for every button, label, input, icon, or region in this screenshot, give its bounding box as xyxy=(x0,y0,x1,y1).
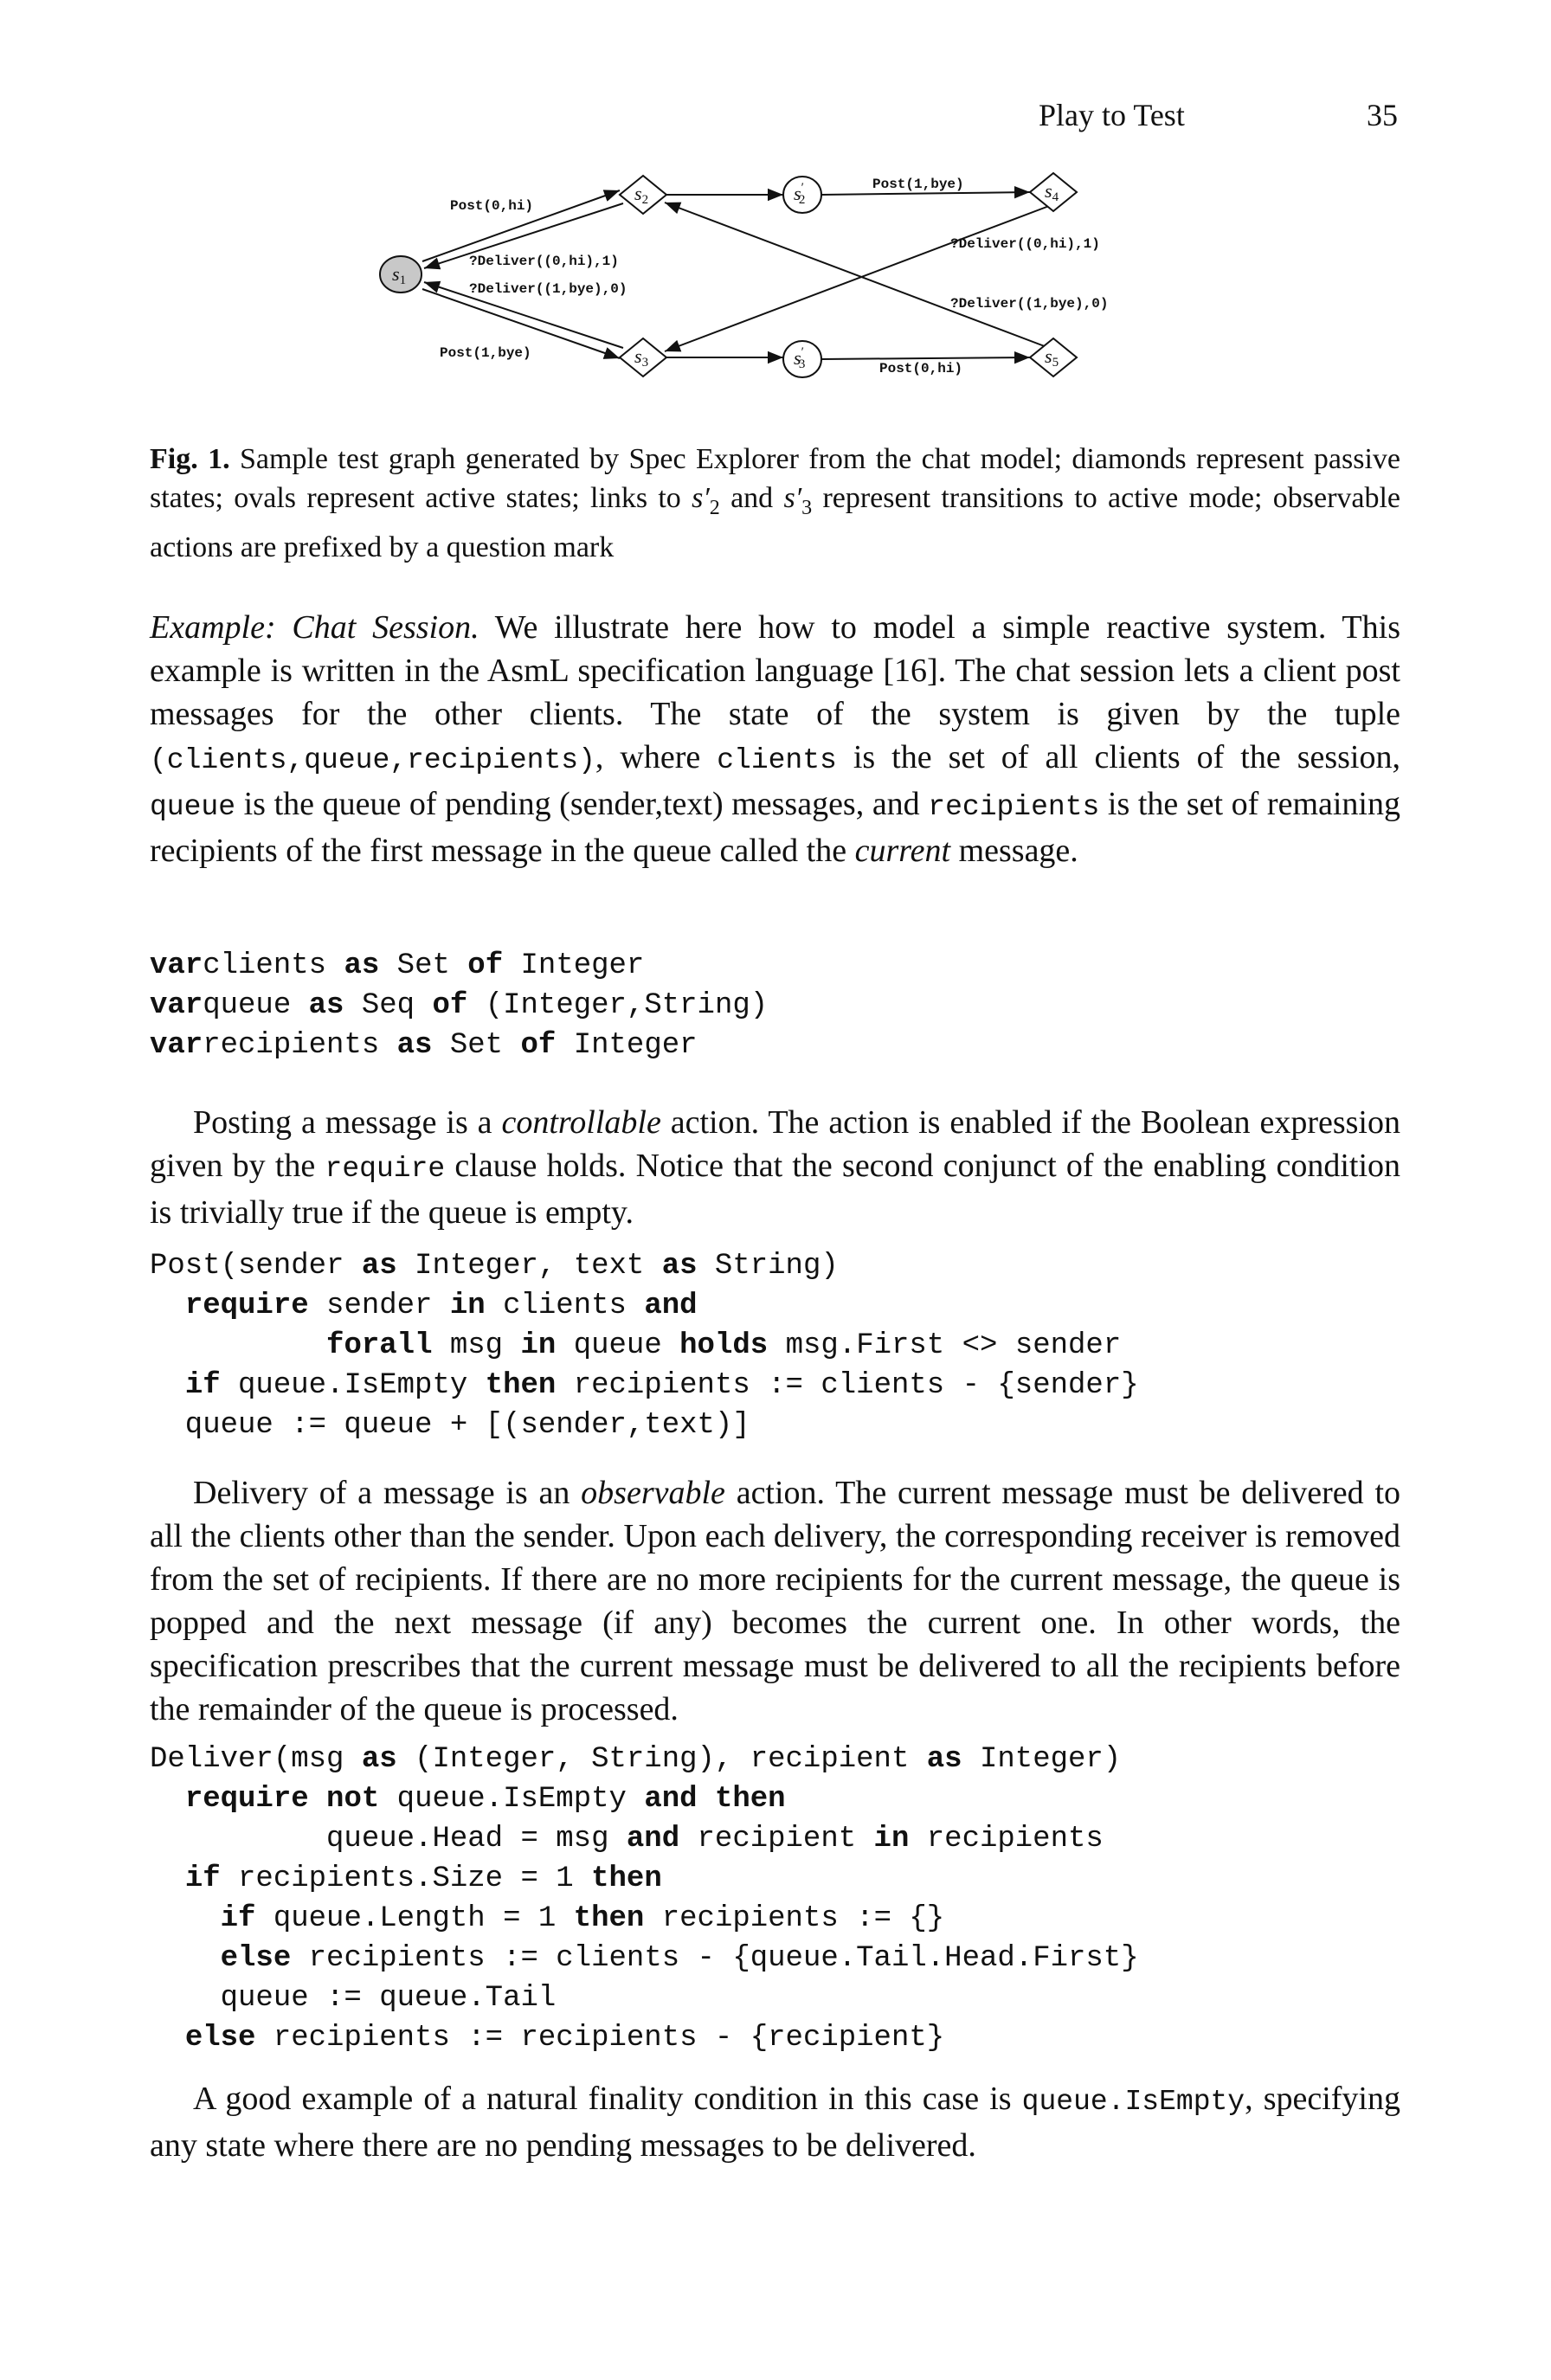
code-text: queue xyxy=(203,989,309,1022)
code-line xyxy=(150,1862,662,1895)
code-text: queue xyxy=(556,1329,680,1362)
code-keyword: var xyxy=(150,949,203,982)
code-line xyxy=(150,949,644,982)
code-keyword: and xyxy=(626,1823,680,1856)
code-text xyxy=(150,1783,185,1816)
paragraph-finality: A good example of a natural finality condition in this case is queue.IsEmpty, specifying any state where there are no pending messages to be delivered. xyxy=(150,2081,1400,2164)
test-graph-figure xyxy=(364,156,1177,398)
code-keyword: var xyxy=(150,1029,203,1062)
state-s1 xyxy=(380,256,422,293)
code-text: recipients := {} xyxy=(644,1902,945,1935)
code-text: Set xyxy=(432,1029,521,1062)
code-keyword: as xyxy=(361,1250,397,1283)
code-keyword: of xyxy=(467,949,504,982)
code-text: recipients.Size = 1 xyxy=(220,1862,592,1895)
paragraph-post: Posting a message is a controllable action. The action is enabled if the Boolean expression given by the require clause holds. Notice that the second conjunct of the enabling condition is trivially true if the queue is empty. xyxy=(150,1104,1401,1231)
code-keyword: forall xyxy=(326,1329,433,1362)
edge-label-deliver-0-hi-1-right: ?Deliver((0,hi),1) xyxy=(950,236,1100,252)
edge-label-post-0-hi-right: Post(0,hi) xyxy=(879,361,963,376)
code-text: clients xyxy=(203,949,344,982)
code-line xyxy=(150,1823,1104,1856)
code-text: queue.Length = 1 xyxy=(255,1902,574,1935)
code-text: recipients := clients - {sender} xyxy=(556,1369,1139,1402)
edge-s4-s3-deliver-0-hi xyxy=(665,206,1049,351)
code-line xyxy=(150,1982,556,2015)
code-text xyxy=(150,1369,185,1402)
code-keyword: not xyxy=(326,1783,380,1816)
code-text: recipients := recipients - {recipient} xyxy=(255,2022,945,2055)
caption-and: and xyxy=(730,482,774,514)
code-keyword: and xyxy=(644,1290,698,1322)
state-s3 xyxy=(620,338,666,376)
running-title: Play to Test xyxy=(1039,98,1185,132)
code-clients: clients xyxy=(717,744,837,776)
code-keyword: and xyxy=(644,1783,698,1816)
code-keyword: as xyxy=(308,989,344,1022)
code-text: queue := queue.Tail xyxy=(150,1982,557,2015)
edge-label-post-1-bye-bottom: Post(1,bye) xyxy=(440,345,531,361)
caption-sym-s3prime: $s'_3$ xyxy=(783,482,813,519)
state-s3-prime xyxy=(783,341,821,377)
svg-text:s2: s2 xyxy=(634,183,649,207)
code-line xyxy=(150,1409,750,1442)
running-head xyxy=(1039,97,1398,133)
code-require: require xyxy=(325,1153,446,1185)
code-text: clients xyxy=(485,1290,645,1322)
code-keyword: of xyxy=(520,1029,557,1062)
code-text xyxy=(150,1942,221,1975)
code-line xyxy=(150,1250,839,1283)
code-keyword: in xyxy=(520,1329,557,1362)
code-keyword: as xyxy=(661,1250,698,1283)
code-text: recipients xyxy=(203,1029,397,1062)
code-keyword: else xyxy=(220,1942,292,1975)
code-text xyxy=(150,2022,185,2055)
code-keyword: as xyxy=(344,949,380,982)
code-keyword: if xyxy=(184,1369,221,1402)
code-text: msg.First <> sender xyxy=(768,1329,1122,1362)
code-keyword: if xyxy=(184,1862,221,1895)
state-s2-prime xyxy=(783,177,821,213)
code-text xyxy=(150,1862,185,1895)
code-text: (Integer,String) xyxy=(467,989,769,1022)
code-keyword: then xyxy=(591,1862,662,1895)
code-text: Integer) xyxy=(962,1743,1122,1776)
code-text: queue.Head = msg xyxy=(150,1823,627,1856)
edge-label-post-0-hi-top: Post(0,hi) xyxy=(450,198,534,214)
state-s2 xyxy=(620,176,666,214)
code-line xyxy=(150,1902,944,1935)
edge-s2prime-s4 xyxy=(821,192,1030,195)
svg-text:s5: s5 xyxy=(1045,345,1059,370)
code-keyword: then xyxy=(573,1902,645,1935)
code-text: Integer, text xyxy=(396,1250,662,1283)
emphasis-observable: observable xyxy=(581,1475,725,1511)
code-queue-isempty: queue.IsEmpty xyxy=(1021,2086,1245,2118)
code-line xyxy=(150,989,768,1022)
code-line xyxy=(150,1783,786,1816)
caption-text-1: Sample test graph generated by Spec Explorer from the chat model; diamonds represent passive states; ovals represent active states; links to xyxy=(150,443,1401,514)
code-queue: queue xyxy=(150,791,236,823)
figure-caption xyxy=(150,440,1400,567)
emphasis-current: current xyxy=(854,833,951,869)
code-text xyxy=(150,1290,185,1322)
code-keyword: require xyxy=(184,1783,309,1816)
code-keyword: else xyxy=(184,2022,256,2055)
code-text: Integer xyxy=(556,1029,698,1062)
code-tuple: (clients,queue,recipients) xyxy=(150,744,595,776)
code-text: queue.IsEmpty xyxy=(220,1369,486,1402)
code-keyword: as xyxy=(926,1743,962,1776)
page-number: 35 xyxy=(1367,98,1398,132)
code-block-state-vars xyxy=(150,946,1400,1065)
code-block-post xyxy=(150,1246,1400,1445)
svg-text:s4: s4 xyxy=(1045,180,1059,204)
paragraph-deliver: Delivery of a message is an observable action. The current message must be delivered to all the clients other than the sender. Upon each delivery, the corresponding receiver is removed from the set of recipients. If there are no more recipients for the current message, the queue is popped and the next message (if any) becomes the current one. In other words, the specification prescribes that the current message must be delivered to all the recipients before the remainder of the queue is processed. xyxy=(150,1475,1401,1727)
edge-s3prime-s5 xyxy=(821,357,1030,359)
code-line xyxy=(150,1743,1121,1776)
code-line xyxy=(150,1029,698,1062)
code-text: sender xyxy=(308,1290,450,1322)
example-heading: Example: Chat Session. xyxy=(150,609,479,646)
code-line xyxy=(150,1942,1139,1975)
caption-label: Fig. 1. xyxy=(150,443,230,475)
emphasis-controllable: controllable xyxy=(501,1104,661,1141)
caption-text-2: represent transitions to active mode; observable actions are prefixed by a question mark xyxy=(150,482,1401,563)
edge-label-post-1-bye-right: Post(1,bye) xyxy=(872,177,964,192)
code-keyword: of xyxy=(432,989,468,1022)
code-keyword: holds xyxy=(679,1329,769,1362)
code-text: Deliver(msg xyxy=(150,1743,362,1776)
code-line xyxy=(150,2022,944,2055)
code-keyword: as xyxy=(396,1029,433,1062)
code-text: Post(sender xyxy=(150,1250,362,1283)
svg-text:s3: s3 xyxy=(634,345,649,370)
code-keyword: in xyxy=(873,1823,910,1856)
code-text xyxy=(150,1902,221,1935)
paragraph-chat-session: Example: Chat Session. We illustrate here how to model a simple reactive system. This example is written in the AsmL specification language [16]. The chat session lets a client post messages for the other clients. The state of the system is given by the tuple (clients,queue,recipients), where clients is the set of all clients of the session, queue is the queue of pending (sender,text) messages, and recipients is the set of remaining recipients of the first message in the queue called the current message. xyxy=(150,609,1400,869)
code-text: (Integer, String), recipient xyxy=(396,1743,927,1776)
code-text: queue.IsEmpty xyxy=(379,1783,645,1816)
code-text: recipient xyxy=(679,1823,874,1856)
caption-sym-s2prime: $s'_2$ xyxy=(692,482,720,519)
edge-s5-s2-deliver-1-bye xyxy=(665,203,1049,348)
code-text: String) xyxy=(697,1250,839,1283)
code-text xyxy=(698,1783,715,1816)
code-line xyxy=(150,1329,1121,1362)
code-text: queue := queue + [(sender,text)] xyxy=(150,1409,750,1442)
code-keyword: require xyxy=(184,1290,309,1322)
code-keyword: if xyxy=(220,1902,256,1935)
svg-text:s′2: s′ 2 xyxy=(794,181,806,207)
code-text: msg xyxy=(432,1329,521,1362)
code-block-deliver xyxy=(150,1740,1400,2058)
edge-label-deliver-1-bye-0-left: ?Deliver((1,bye),0) xyxy=(469,281,627,297)
code-line xyxy=(150,1290,698,1322)
svg-text:s1: s1 xyxy=(392,263,407,287)
code-keyword: var xyxy=(150,989,203,1022)
code-text xyxy=(309,1783,326,1816)
state-s4 xyxy=(1030,173,1077,211)
edge-label-deliver-0-hi-1-left: ?Deliver((0,hi),1) xyxy=(469,254,619,269)
code-keyword: then xyxy=(714,1783,786,1816)
code-text: Integer xyxy=(503,949,645,982)
code-keyword: in xyxy=(449,1290,486,1322)
code-keyword: as xyxy=(361,1743,397,1776)
code-text: recipients := clients - {queue.Tail.Head.First} xyxy=(291,1942,1139,1975)
code-text: recipients xyxy=(909,1823,1104,1856)
svg-text:s′3: s′ 3 xyxy=(794,345,806,371)
edge-label-deliver-1-bye-0-right: ?Deliver((1,bye),0) xyxy=(950,296,1109,312)
code-text xyxy=(150,1329,326,1362)
code-keyword: then xyxy=(485,1369,557,1402)
code-text: Seq xyxy=(344,989,433,1022)
code-text: Set xyxy=(379,949,468,982)
code-line xyxy=(150,1369,1139,1402)
code-recipients: recipients xyxy=(928,791,1100,823)
